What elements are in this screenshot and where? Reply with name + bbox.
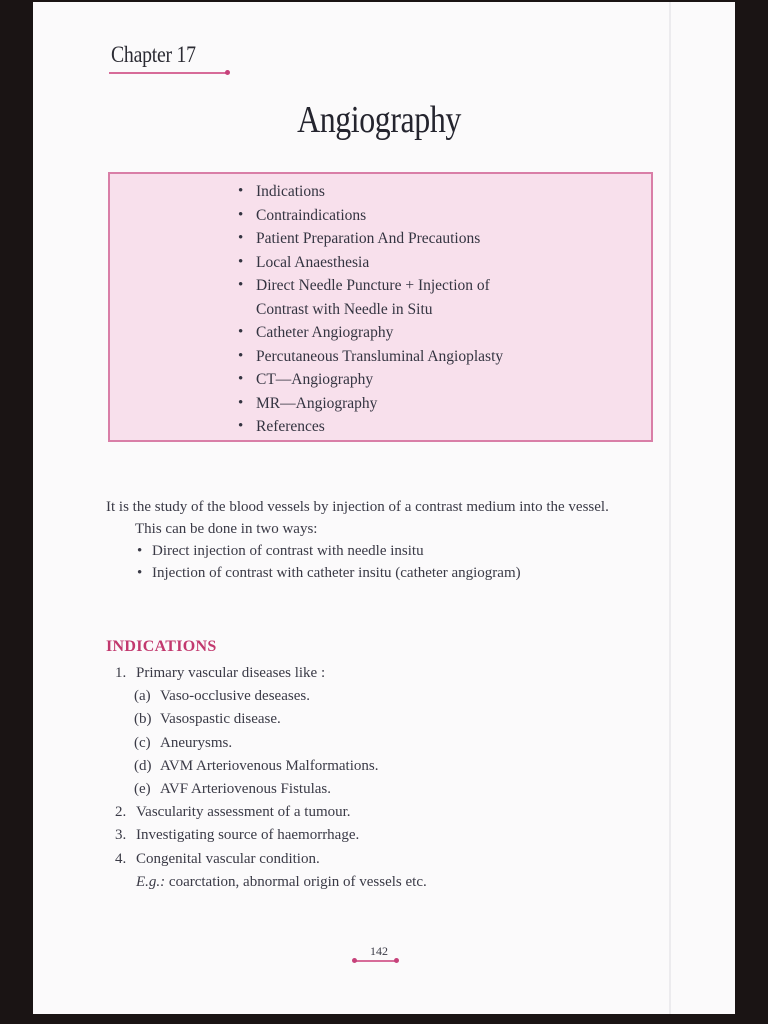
subitem-text: Aneurysms. [160,734,233,751]
subitem-text: Vaso-occlusive deseases. [160,688,310,705]
contents-item-line: • References [256,418,325,435]
contents-item [234,345,503,369]
ways-list-item: • Direct injection of contrast with needle insitu [106,540,666,562]
indication-example [115,871,675,894]
indication-text: Congenital vascular condition. [136,850,320,867]
indication-subitem [115,685,675,708]
contents-item-line: Contrast with Needle in Situ [256,300,433,318]
contents-item [234,204,503,228]
indication-subitem [115,755,675,778]
indication-text: Investigating source of haemorrhage. [136,827,360,844]
indication-item [115,848,675,871]
indication-item [115,662,675,685]
indication-number: 3. [115,827,127,844]
indication-item [115,801,675,824]
contents-item [234,321,503,345]
example-prefix: E.g.: [136,873,166,890]
book-page [33,2,735,1014]
contents-item-line: • Direct Needle Puncture + Injection of [256,277,490,294]
contents-item-line: • Indications [256,183,325,200]
subitem-letter: (b) [134,711,152,728]
ways-list [106,540,666,584]
contents-item [234,368,503,392]
contents-item [234,251,503,275]
chapter-title: Angiography [297,99,461,141]
subitem-letter: (e) [134,781,151,798]
subitem-letter: (a) [134,688,151,705]
contents-item [234,415,503,439]
contents-item-line: • Contraindications [256,206,367,224]
indications-list [115,662,675,894]
indication-number: 2. [115,804,127,821]
page-number: 142 [370,944,388,958]
contents-item-line: • Percutaneous Transluminal Angioplasty [256,347,504,365]
contents-item [234,180,503,204]
subitem-text: AVF Arteriovenous Fistulas. [160,781,331,798]
contents-item-line: • Patient Preparation And Precautions [256,230,481,247]
chapter-contents-list [234,180,503,439]
indication-number: 1. [115,665,127,681]
intro-section [106,496,666,584]
page-number-dot [394,958,399,963]
chapter-contents-box [108,172,653,442]
indication-number: 4. [115,850,127,867]
chapter-label: Chapter 17 [111,42,196,67]
contents-item-line: • Local Anaesthesia [256,253,370,271]
indication-item [115,824,675,847]
example-text: coarctation, abnormal origin of vessels etc. [165,873,427,890]
subitem-text: Vasospastic disease. [160,711,281,728]
indications-heading: INDICATIONS [106,638,217,655]
subitem-text: AVM Arteriovenous Malformations. [160,757,379,774]
chapter-underline-dot [225,70,230,75]
indication-text: Primary vascular diseases like : [136,665,326,681]
chapter-underline [109,72,229,74]
subitem-letter: (d) [134,757,152,774]
indication-text: Vascularity assessment of a tumour. [136,804,351,821]
indication-subitem [115,708,675,731]
contents-item-line: • Catheter Angiography [256,324,394,341]
ways-list-item: • Injection of contrast with catheter insitu (catheter angiogram) [106,562,666,584]
indication-subitem [115,732,675,755]
contents-item [234,227,503,251]
page-number-underline [355,960,397,962]
ways-intro: This can be done in two ways: [135,521,318,537]
subitem-letter: (c) [134,734,151,751]
page-number-dot [352,958,357,963]
indication-subitem [115,778,675,801]
contents-item-line: • CT—Angiography [256,371,374,388]
intro-paragraph: It is the study of the blood vessels by injection of a contrast medium into the vessel. [106,499,609,515]
contents-item-line: • MR—Angiography [256,394,378,412]
contents-item [234,274,503,321]
contents-item [234,392,503,416]
